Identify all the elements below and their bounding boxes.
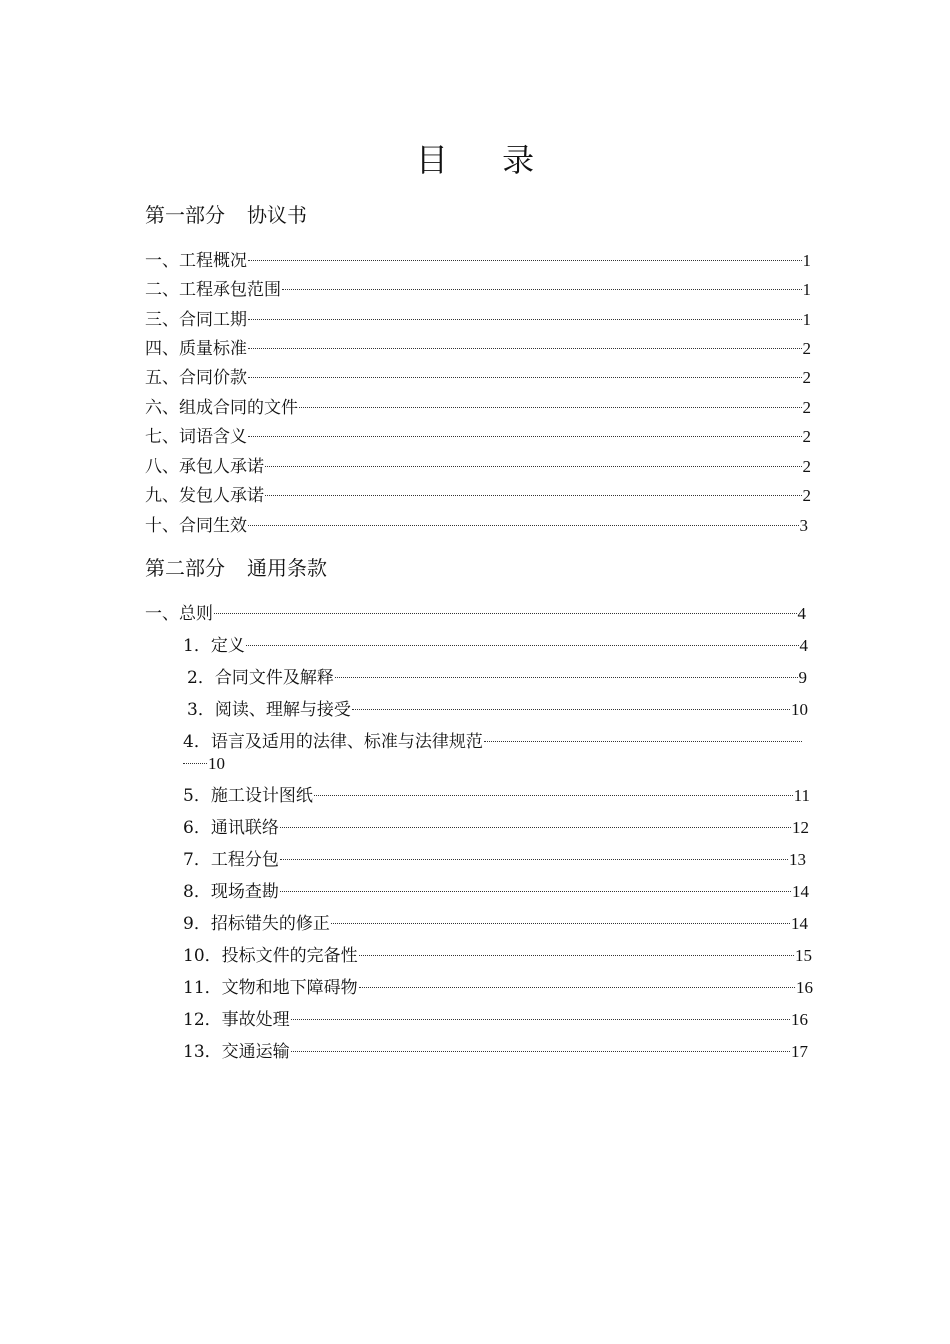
toc-entry-page: 10 <box>791 700 808 719</box>
toc-entry-label: 八、承包人承诺 <box>145 457 264 477</box>
toc-entry-page: 16 <box>796 978 813 997</box>
leader-dots <box>248 260 802 261</box>
toc-entry-label: 11．文物和地下障碍物 <box>183 978 358 998</box>
toc-entry-label: 十、合同生效 <box>145 516 247 536</box>
toc-entry-continuation[interactable] <box>183 752 225 776</box>
toc-entry[interactable] <box>183 1008 808 1032</box>
toc-entry-label: 六、组成合同的文件 <box>145 398 298 418</box>
toc-entry[interactable] <box>145 514 808 538</box>
leader-dots <box>280 827 791 828</box>
toc-entry-label: 12．事故处理 <box>183 1010 290 1030</box>
toc-entry-label: 10．投标文件的完备性 <box>183 946 358 966</box>
part2-heading-title: 通用条款 <box>247 556 327 580</box>
toc-entry-page: 2 <box>802 486 811 505</box>
toc-entry-page: 14 <box>792 882 809 901</box>
leader-dots <box>183 763 207 764</box>
toc-entry[interactable] <box>183 848 806 872</box>
leader-dots <box>352 709 790 710</box>
toc-entry-label: 3．阅读、理解与接受 <box>187 700 351 720</box>
toc-entry-page: 2 <box>802 427 811 446</box>
toc-entry[interactable] <box>183 816 809 840</box>
toc-entry-page: 2 <box>802 398 811 417</box>
leader-dots <box>299 407 802 408</box>
toc-entry-page: 12 <box>792 818 809 837</box>
toc-entry-page: 2 <box>802 339 811 358</box>
toc-entry[interactable] <box>145 366 811 390</box>
toc-entry[interactable] <box>183 730 803 754</box>
toc-entry-page: 1 <box>802 251 811 270</box>
toc-entry-page: 1 <box>802 310 811 329</box>
toc-entry[interactable] <box>145 249 811 273</box>
leader-dots <box>265 466 802 467</box>
toc-entry-page: 2 <box>802 457 811 476</box>
toc-entry[interactable] <box>145 337 811 361</box>
toc-entry[interactable] <box>183 912 808 936</box>
toc-entry[interactable] <box>183 784 810 808</box>
leader-dots <box>359 955 794 956</box>
toc-entry-label: 七、词语含义 <box>145 427 247 447</box>
leader-dots <box>291 1051 790 1052</box>
leader-dots <box>314 795 793 796</box>
toc-entry[interactable] <box>183 634 808 658</box>
leader-dots <box>282 289 802 290</box>
toc-entry-label: 二、工程承包范围 <box>145 280 281 300</box>
part1-heading-title: 协议书 <box>247 203 307 227</box>
part1-heading <box>145 201 307 229</box>
leader-dots <box>280 859 788 860</box>
toc-entry-label: 一、总则 <box>145 604 213 624</box>
leader-dots <box>214 613 797 614</box>
toc-entry[interactable] <box>187 666 807 690</box>
toc-entry-page: 4 <box>799 636 808 655</box>
leader-dots <box>265 495 802 496</box>
leader-dots <box>291 1019 790 1020</box>
toc-entry[interactable] <box>183 944 812 968</box>
toc-entry-label: 6．通讯联络 <box>183 818 279 838</box>
toc-entry[interactable] <box>187 698 808 722</box>
toc-entry[interactable] <box>183 880 809 904</box>
toc-entry-page: 14 <box>791 914 808 933</box>
toc-entry-page: 15 <box>795 946 812 965</box>
part2-heading <box>145 554 327 582</box>
leader-dots <box>335 677 798 678</box>
toc-entry-label: 5．施工设计图纸 <box>183 786 313 806</box>
toc-entry-page: 1 <box>802 280 811 299</box>
toc-entry[interactable] <box>145 278 811 302</box>
page-title: 目 录 <box>415 141 557 179</box>
toc-entry-page: 11 <box>793 786 810 805</box>
toc-entry-label: 九、发包人承诺 <box>145 486 264 506</box>
toc-entry[interactable] <box>145 484 811 508</box>
toc-entry[interactable] <box>145 455 811 479</box>
leader-dots <box>248 348 802 349</box>
toc-entry-page: 16 <box>791 1010 808 1029</box>
leader-dots <box>248 377 802 378</box>
toc-entry-label: 9．招标错失的修正 <box>183 914 330 934</box>
toc-entry-page: 9 <box>798 668 807 687</box>
leader-dots <box>359 987 795 988</box>
toc-entry-label: 五、合同价款 <box>145 368 247 388</box>
leader-dots <box>246 645 799 646</box>
part1-heading-number: 第一部分 <box>145 203 225 227</box>
toc-entry[interactable] <box>183 976 813 1000</box>
toc-entry-label: 一、工程概况 <box>145 251 247 271</box>
toc-entry-page: 4 <box>797 604 806 623</box>
toc-entry[interactable] <box>145 425 811 449</box>
toc-entry-label: 四、质量标准 <box>145 339 247 359</box>
leader-dots <box>248 319 802 320</box>
toc-entry-page: 2 <box>802 368 811 387</box>
toc-entry-label: 8．现场查勘 <box>183 882 279 902</box>
toc-entry-label: 4．语言及适用的法律、标准与法律规范 <box>183 732 483 752</box>
part2-heading-number: 第二部分 <box>145 556 225 580</box>
leader-dots <box>248 436 802 437</box>
toc-entry-label: 1．定义 <box>183 636 245 656</box>
leader-dots <box>248 525 799 526</box>
toc-section-entry[interactable] <box>145 602 806 626</box>
toc-entry-page: 13 <box>789 850 806 869</box>
leader-dots <box>484 741 802 742</box>
leader-dots <box>331 923 790 924</box>
leader-dots <box>280 891 791 892</box>
toc-entry-label: 7．工程分包 <box>183 850 279 870</box>
toc-entry-page: 10 <box>208 754 225 773</box>
toc-entry-label: 13．交通运输 <box>183 1042 290 1062</box>
toc-entry-page: 3 <box>799 516 808 535</box>
toc-entry[interactable] <box>145 308 811 332</box>
toc-entry-page: 17 <box>791 1042 808 1061</box>
toc-entry[interactable] <box>183 1040 808 1064</box>
toc-entry[interactable] <box>145 396 811 420</box>
toc-entry-label: 2．合同文件及解释 <box>187 668 334 688</box>
toc-entry-label: 三、合同工期 <box>145 310 247 330</box>
